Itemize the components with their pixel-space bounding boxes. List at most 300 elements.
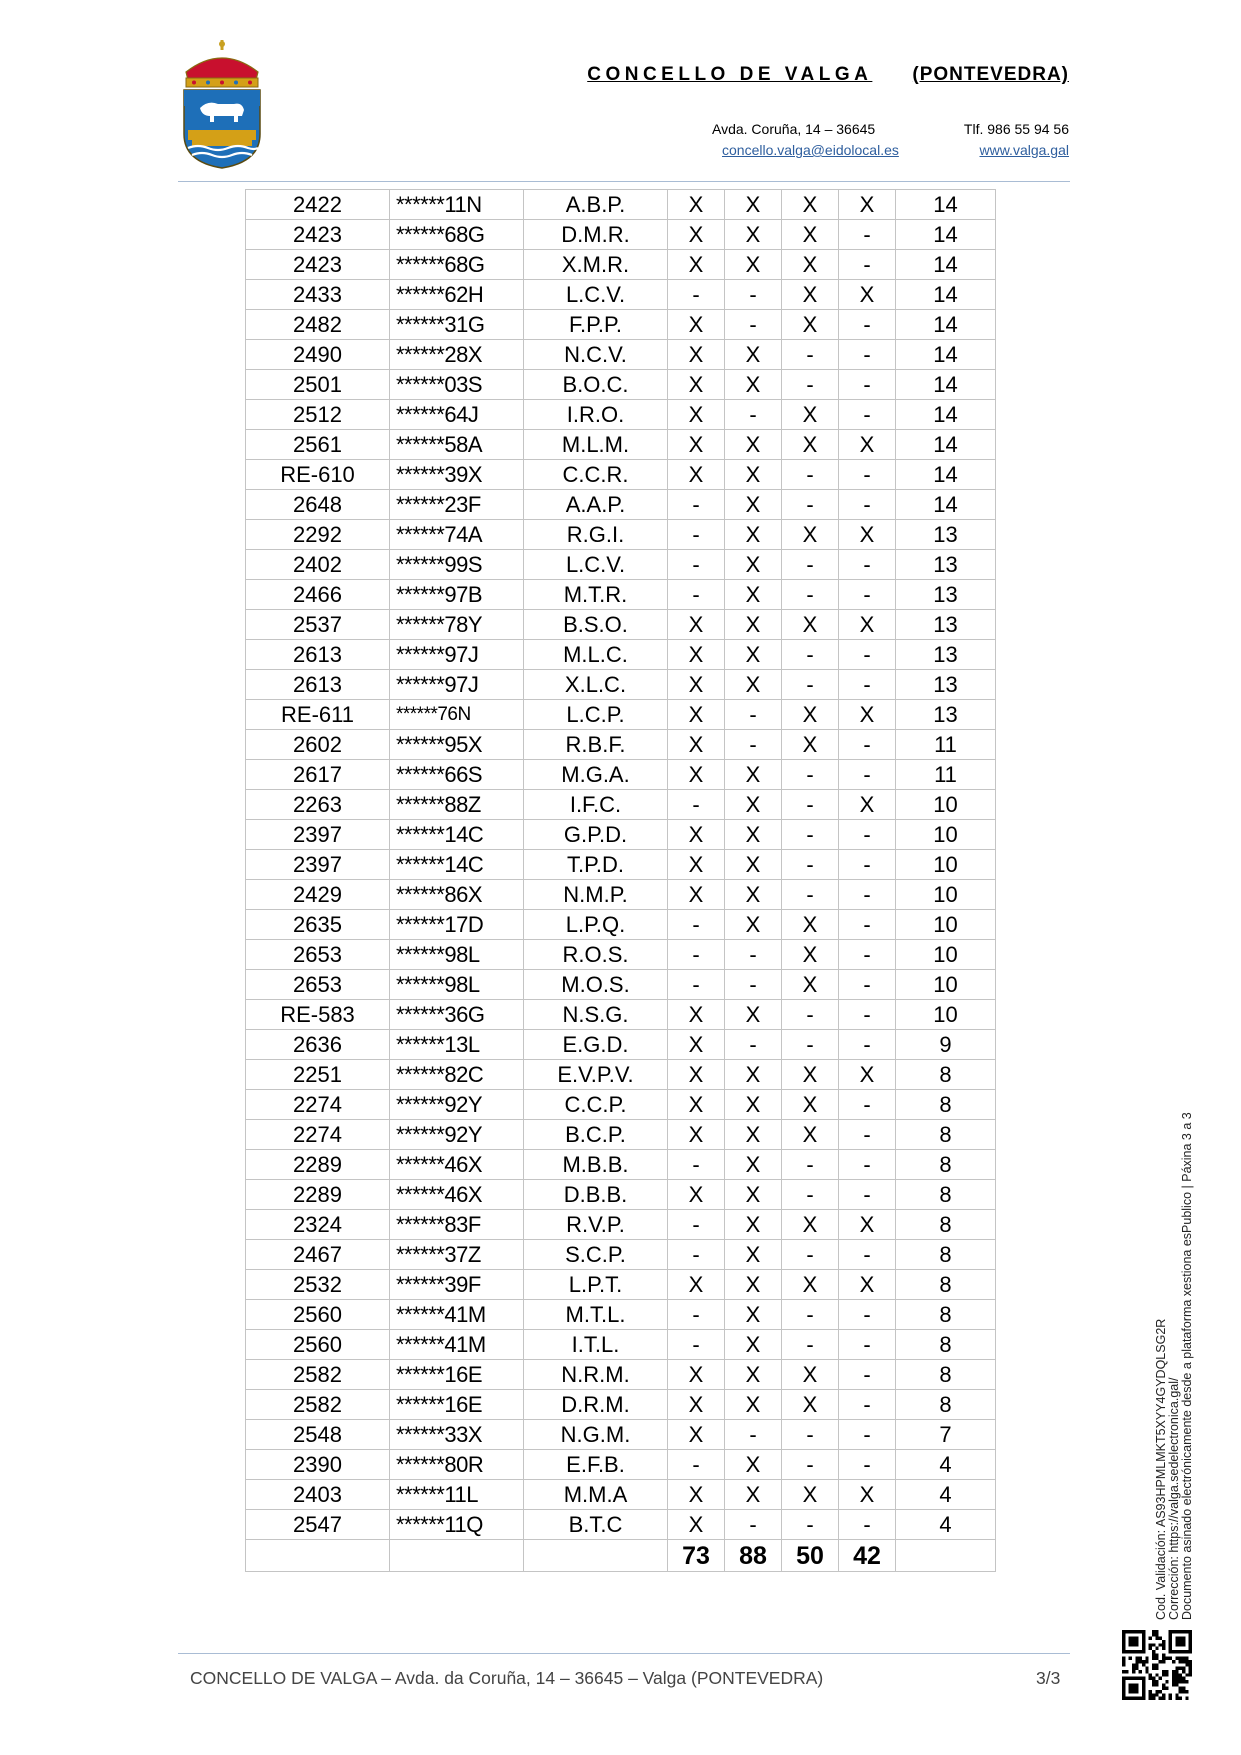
- table-cell: E.V.P.V.: [524, 1060, 668, 1090]
- table-cell: X: [668, 670, 725, 700]
- table-cell: 2274: [246, 1090, 390, 1120]
- table-cell: E.G.D.: [524, 1030, 668, 1060]
- table-cell: -: [782, 760, 839, 790]
- validation-url: Corrección: https://valga.sedelectronica.gal/: [1167, 1377, 1181, 1620]
- table-cell: M.G.A.: [524, 760, 668, 790]
- table-cell: X: [725, 1300, 782, 1330]
- table-cell: M.T.L.: [524, 1300, 668, 1330]
- table-cell: -: [839, 730, 896, 760]
- table-cell: -: [839, 880, 896, 910]
- table-row: [246, 730, 996, 760]
- table-cell: -: [839, 370, 896, 400]
- table-cell: -: [839, 1120, 896, 1150]
- table-cell: 2582: [246, 1390, 390, 1420]
- table-cell: C.C.R.: [524, 460, 668, 490]
- table-cell: 13: [896, 700, 996, 730]
- table-cell: -: [668, 1240, 725, 1270]
- table-cell: A.A.P.: [524, 490, 668, 520]
- table-cell: X: [839, 610, 896, 640]
- table-cell: 10: [896, 790, 996, 820]
- table-cell: 2617: [246, 760, 390, 790]
- table-cell: X: [725, 550, 782, 580]
- table-cell: X: [782, 400, 839, 430]
- table-cell: -: [668, 1330, 725, 1360]
- table-cell: X: [725, 1330, 782, 1360]
- table-cell: -: [839, 490, 896, 520]
- table-cell: 2274: [246, 1120, 390, 1150]
- table-cell: 14: [896, 370, 996, 400]
- table-cell: 14: [896, 250, 996, 280]
- table-cell: -: [668, 580, 725, 610]
- table-cell: 2429: [246, 880, 390, 910]
- table-cell: -: [668, 280, 725, 310]
- table-cell: -: [782, 1180, 839, 1210]
- table-cell: ******46X: [390, 1180, 524, 1210]
- table-cell: ******97B: [390, 580, 524, 610]
- table-cell: 14: [896, 340, 996, 370]
- table-cell: X: [668, 190, 725, 220]
- table-cell: -: [668, 910, 725, 940]
- table-cell: -: [782, 1330, 839, 1360]
- table-cell: -: [725, 970, 782, 1000]
- table-cell: -: [839, 940, 896, 970]
- table-cell: 10: [896, 820, 996, 850]
- table-cell: X: [839, 520, 896, 550]
- table-cell: -: [668, 490, 725, 520]
- table-cell: X: [725, 640, 782, 670]
- table-cell: X: [668, 1030, 725, 1060]
- province-name: (PONTEVEDRA): [912, 64, 1069, 85]
- table-row: [246, 1240, 996, 1270]
- table-cell: 9: [896, 1030, 996, 1060]
- table-cell: -: [668, 550, 725, 580]
- table-cell: X: [668, 340, 725, 370]
- table-row: [246, 1180, 996, 1210]
- table-cell: -: [839, 1360, 896, 1390]
- table-cell: X: [668, 850, 725, 880]
- table-cell: ******74A: [390, 520, 524, 550]
- municipal-crest-icon: [178, 38, 266, 170]
- table-cell: ******41M: [390, 1330, 524, 1360]
- table-cell: X: [725, 250, 782, 280]
- table-cell: B.O.C.: [524, 370, 668, 400]
- table-cell: 8: [896, 1120, 996, 1150]
- table-cell: X: [725, 1480, 782, 1510]
- table-cell: ******97J: [390, 640, 524, 670]
- table-cell: -: [839, 760, 896, 790]
- table-cell: 14: [896, 490, 996, 520]
- table-cell: 4: [896, 1450, 996, 1480]
- table-cell: S.C.P.: [524, 1240, 668, 1270]
- table-cell: -: [782, 370, 839, 400]
- table-cell: -: [668, 1210, 725, 1240]
- table-cell: -: [782, 580, 839, 610]
- table-cell: 14: [896, 400, 996, 430]
- table-cell: M.T.R.: [524, 580, 668, 610]
- table-cell: 2537: [246, 610, 390, 640]
- table-cell: -: [839, 580, 896, 610]
- header-divider: [178, 181, 1070, 182]
- table-cell: -: [839, 1420, 896, 1450]
- table-cell: -: [782, 340, 839, 370]
- table-cell: X: [668, 430, 725, 460]
- table-cell: X: [782, 220, 839, 250]
- table-cell: -: [782, 1150, 839, 1180]
- header-address: Avda. Coruña, 14 – 36645: [712, 121, 876, 137]
- table-cell: X: [782, 280, 839, 310]
- table-cell: 8: [896, 1240, 996, 1270]
- table-row: [246, 340, 996, 370]
- table-cell: X: [782, 970, 839, 1000]
- table-cell: 2467: [246, 1240, 390, 1270]
- validation-code: Cod. Validación: AS93HPMLMKT5XYY4GYDQLSG2R: [1154, 1318, 1168, 1620]
- total-cell: 73: [668, 1540, 725, 1572]
- table-row: [246, 1060, 996, 1090]
- table-cell: L.C.P.: [524, 700, 668, 730]
- table-row: [246, 310, 996, 340]
- table-cell: ******11N: [390, 190, 524, 220]
- table-cell: X: [725, 820, 782, 850]
- table-cell: ******92Y: [390, 1090, 524, 1120]
- table-cell: -: [782, 460, 839, 490]
- table-cell: M.L.M.: [524, 430, 668, 460]
- table-cell: X: [782, 1390, 839, 1420]
- table-cell: 2635: [246, 910, 390, 940]
- table-cell: X: [668, 250, 725, 280]
- table-cell: ******37Z: [390, 1240, 524, 1270]
- table-cell: X: [782, 520, 839, 550]
- table-cell: -: [782, 1450, 839, 1480]
- table-cell: X: [839, 1210, 896, 1240]
- table-cell: X: [668, 820, 725, 850]
- table-cell: 2648: [246, 490, 390, 520]
- table-cell: X: [782, 1210, 839, 1240]
- table-cell: X: [782, 730, 839, 760]
- table-cell: 2324: [246, 1210, 390, 1240]
- table-cell: M.O.S.: [524, 970, 668, 1000]
- table-cell: -: [782, 670, 839, 700]
- table-cell: X: [839, 700, 896, 730]
- table-cell: ******58A: [390, 430, 524, 460]
- table-cell: X: [668, 1510, 725, 1540]
- table-row: [246, 1030, 996, 1060]
- table-cell: I.F.C.: [524, 790, 668, 820]
- table-cell: 2501: [246, 370, 390, 400]
- validation-stamp: [1155, 1112, 1194, 1620]
- table-cell: X: [725, 1180, 782, 1210]
- table-cell: -: [668, 790, 725, 820]
- table-cell: X: [839, 430, 896, 460]
- table-cell: 7: [896, 1420, 996, 1450]
- table-cell: X: [782, 610, 839, 640]
- table-row: [246, 280, 996, 310]
- table-cell: X: [839, 1060, 896, 1090]
- table-cell: ******97J: [390, 670, 524, 700]
- municipality-name: CONCELLO DE VALGA: [587, 64, 873, 85]
- table-cell: ******46X: [390, 1150, 524, 1180]
- table-cell: X: [839, 1270, 896, 1300]
- table-cell: -: [725, 1510, 782, 1540]
- table-cell: X: [782, 1060, 839, 1090]
- table-cell: X: [725, 1000, 782, 1030]
- table-cell: X: [725, 1210, 782, 1240]
- table-cell: B.T.C: [524, 1510, 668, 1540]
- table-cell: -: [782, 880, 839, 910]
- table-cell: -: [782, 850, 839, 880]
- table-cell: 2423: [246, 250, 390, 280]
- table-row: [246, 1270, 996, 1300]
- table-cell: ******86X: [390, 880, 524, 910]
- table-cell: 2390: [246, 1450, 390, 1480]
- table-cell: 2547: [246, 1510, 390, 1540]
- table-cell: -: [839, 1300, 896, 1330]
- table-cell: X: [725, 340, 782, 370]
- table-cell: -: [782, 640, 839, 670]
- table-cell: -: [839, 1180, 896, 1210]
- table-cell: R.G.I.: [524, 520, 668, 550]
- table-cell: 8: [896, 1330, 996, 1360]
- table-cell: 11: [896, 730, 996, 760]
- table-cell: X: [725, 760, 782, 790]
- table-cell: X: [668, 640, 725, 670]
- table-cell: -: [839, 220, 896, 250]
- table-cell: ******76N: [390, 700, 524, 730]
- table-cell: 2397: [246, 820, 390, 850]
- table-cell: X: [668, 1270, 725, 1300]
- table-cell: X: [725, 430, 782, 460]
- table-cell: -: [782, 1240, 839, 1270]
- table-row: [246, 1330, 996, 1360]
- results-table: [245, 189, 996, 1572]
- table-cell: ******98L: [390, 970, 524, 1000]
- table-cell: -: [839, 400, 896, 430]
- header-email-link[interactable]: concello.valga@eidolocal.es: [722, 142, 899, 158]
- table-cell: -: [839, 850, 896, 880]
- table-cell: 2582: [246, 1360, 390, 1390]
- table-cell: 13: [896, 670, 996, 700]
- table-cell: 2636: [246, 1030, 390, 1060]
- table-cell: X: [668, 1180, 725, 1210]
- table-row: [246, 1000, 996, 1030]
- table-row: [246, 1120, 996, 1150]
- table-cell: X: [725, 1450, 782, 1480]
- table-cell: ******80R: [390, 1450, 524, 1480]
- table-cell: X: [668, 1120, 725, 1150]
- table-cell: X: [725, 490, 782, 520]
- table-row: [246, 1090, 996, 1120]
- table-cell: X: [725, 1090, 782, 1120]
- table-cell: X: [668, 880, 725, 910]
- table-row: [246, 550, 996, 580]
- table-cell: -: [782, 550, 839, 580]
- table-cell: X: [782, 1120, 839, 1150]
- table-cell: ******95X: [390, 730, 524, 760]
- table-cell: N.G.M.: [524, 1420, 668, 1450]
- table-cell: -: [839, 1000, 896, 1030]
- table-cell: X: [725, 1240, 782, 1270]
- table-cell: X: [668, 310, 725, 340]
- table-cell: X: [725, 1060, 782, 1090]
- table-row: [246, 1450, 996, 1480]
- table-row: [246, 700, 996, 730]
- table-cell: X: [668, 1060, 725, 1090]
- table-cell: ******23F: [390, 490, 524, 520]
- table-cell: 10: [896, 1000, 996, 1030]
- table-cell: 8: [896, 1360, 996, 1390]
- table-cell: N.R.M.: [524, 1360, 668, 1390]
- table-cell: ******31G: [390, 310, 524, 340]
- table-cell: X: [725, 190, 782, 220]
- table-cell: -: [839, 340, 896, 370]
- table-cell: R.V.P.: [524, 1210, 668, 1240]
- table-row: [246, 610, 996, 640]
- empty-cell: [390, 1540, 524, 1572]
- table-cell: L.C.V.: [524, 550, 668, 580]
- table-row: [246, 940, 996, 970]
- table-row: [246, 1210, 996, 1240]
- table-cell: -: [782, 1030, 839, 1060]
- table-cell: X: [839, 280, 896, 310]
- table-cell: -: [839, 1030, 896, 1060]
- table-cell: X: [725, 1150, 782, 1180]
- table-cell: -: [725, 400, 782, 430]
- table-cell: 8: [896, 1300, 996, 1330]
- footer-divider: [178, 1653, 1070, 1654]
- table-cell: 2653: [246, 970, 390, 1000]
- table-cell: 2561: [246, 430, 390, 460]
- table-cell: X: [725, 1270, 782, 1300]
- table-cell: ******41M: [390, 1300, 524, 1330]
- table-cell: -: [725, 1030, 782, 1060]
- table-cell: X: [668, 400, 725, 430]
- table-cell: X: [668, 1090, 725, 1120]
- table-cell: X: [782, 910, 839, 940]
- table-cell: X: [782, 430, 839, 460]
- table-cell: 14: [896, 310, 996, 340]
- table-cell: X: [668, 1420, 725, 1450]
- validation-note: Documento asinado electrónicamente desde a plataforma xestiona esPublico | Páxina 3 a 3: [1180, 1112, 1194, 1620]
- table-cell: 10: [896, 970, 996, 1000]
- table-cell: X: [839, 1480, 896, 1510]
- table-cell: -: [839, 640, 896, 670]
- table-cell: 2548: [246, 1420, 390, 1450]
- table-cell: X.L.C.: [524, 670, 668, 700]
- table-cell: 8: [896, 1150, 996, 1180]
- table-cell: -: [782, 790, 839, 820]
- table-row: [246, 820, 996, 850]
- table-cell: 14: [896, 190, 996, 220]
- table-cell: X: [725, 880, 782, 910]
- table-cell: 2251: [246, 1060, 390, 1090]
- table-cell: X: [725, 370, 782, 400]
- table-cell: -: [839, 1450, 896, 1480]
- table-cell: ******16E: [390, 1360, 524, 1390]
- table-cell: 10: [896, 880, 996, 910]
- totals-row: [246, 1540, 996, 1572]
- table-cell: 14: [896, 430, 996, 460]
- table-row: [246, 790, 996, 820]
- table-row: [246, 880, 996, 910]
- table-cell: -: [839, 310, 896, 340]
- table-cell: 2422: [246, 190, 390, 220]
- table-row: [246, 1390, 996, 1420]
- table-cell: I.T.L.: [524, 1330, 668, 1360]
- table-cell: G.P.D.: [524, 820, 668, 850]
- table-row: [246, 220, 996, 250]
- table-cell: 14: [896, 220, 996, 250]
- table-cell: 2490: [246, 340, 390, 370]
- table-cell: 14: [896, 460, 996, 490]
- table-cell: -: [839, 820, 896, 850]
- table-cell: R.O.S.: [524, 940, 668, 970]
- table-cell: -: [668, 1150, 725, 1180]
- table-cell: 13: [896, 550, 996, 580]
- table-cell: X: [782, 190, 839, 220]
- table-cell: ******82C: [390, 1060, 524, 1090]
- table-cell: X: [725, 520, 782, 550]
- table-cell: 2532: [246, 1270, 390, 1300]
- header-web-link[interactable]: www.valga.gal: [979, 142, 1069, 158]
- table-cell: -: [725, 310, 782, 340]
- table-row: [246, 430, 996, 460]
- table-cell: 8: [896, 1090, 996, 1120]
- table-cell: D.M.R.: [524, 220, 668, 250]
- table-cell: X: [782, 250, 839, 280]
- table-cell: RE-583: [246, 1000, 390, 1030]
- table-row: [246, 250, 996, 280]
- table-cell: ******39F: [390, 1270, 524, 1300]
- table-cell: 8: [896, 1180, 996, 1210]
- table-cell: M.M.A: [524, 1480, 668, 1510]
- table-cell: X: [668, 610, 725, 640]
- table-cell: ******36G: [390, 1000, 524, 1030]
- table-cell: ******28X: [390, 340, 524, 370]
- total-cell: 50: [782, 1540, 839, 1572]
- table-cell: -: [782, 820, 839, 850]
- table-cell: E.F.B.: [524, 1450, 668, 1480]
- table-cell: X: [782, 700, 839, 730]
- page-number: 3/3: [1036, 1668, 1061, 1688]
- table-cell: -: [668, 520, 725, 550]
- table-cell: ******66S: [390, 760, 524, 790]
- table-cell: X: [725, 580, 782, 610]
- table-cell: ******98L: [390, 940, 524, 970]
- table-cell: 2289: [246, 1150, 390, 1180]
- table-cell: X: [725, 790, 782, 820]
- table-cell: L.P.Q.: [524, 910, 668, 940]
- table-cell: 2560: [246, 1300, 390, 1330]
- table-row: [246, 460, 996, 490]
- table-cell: 8: [896, 1060, 996, 1090]
- table-cell: ******88Z: [390, 790, 524, 820]
- table-cell: 8: [896, 1390, 996, 1420]
- table-cell: N.S.G.: [524, 1000, 668, 1030]
- table-row: [246, 1150, 996, 1180]
- total-cell: 88: [725, 1540, 782, 1572]
- table-row: [246, 1510, 996, 1540]
- table-cell: 2402: [246, 550, 390, 580]
- table-cell: X: [725, 220, 782, 250]
- table-row: [246, 1420, 996, 1450]
- table-cell: 2512: [246, 400, 390, 430]
- table-cell: 2433: [246, 280, 390, 310]
- table-cell: X: [668, 1360, 725, 1390]
- table-cell: -: [839, 970, 896, 1000]
- table-cell: ******33X: [390, 1420, 524, 1450]
- table-row: [246, 520, 996, 550]
- table-cell: -: [725, 940, 782, 970]
- table-cell: 2602: [246, 730, 390, 760]
